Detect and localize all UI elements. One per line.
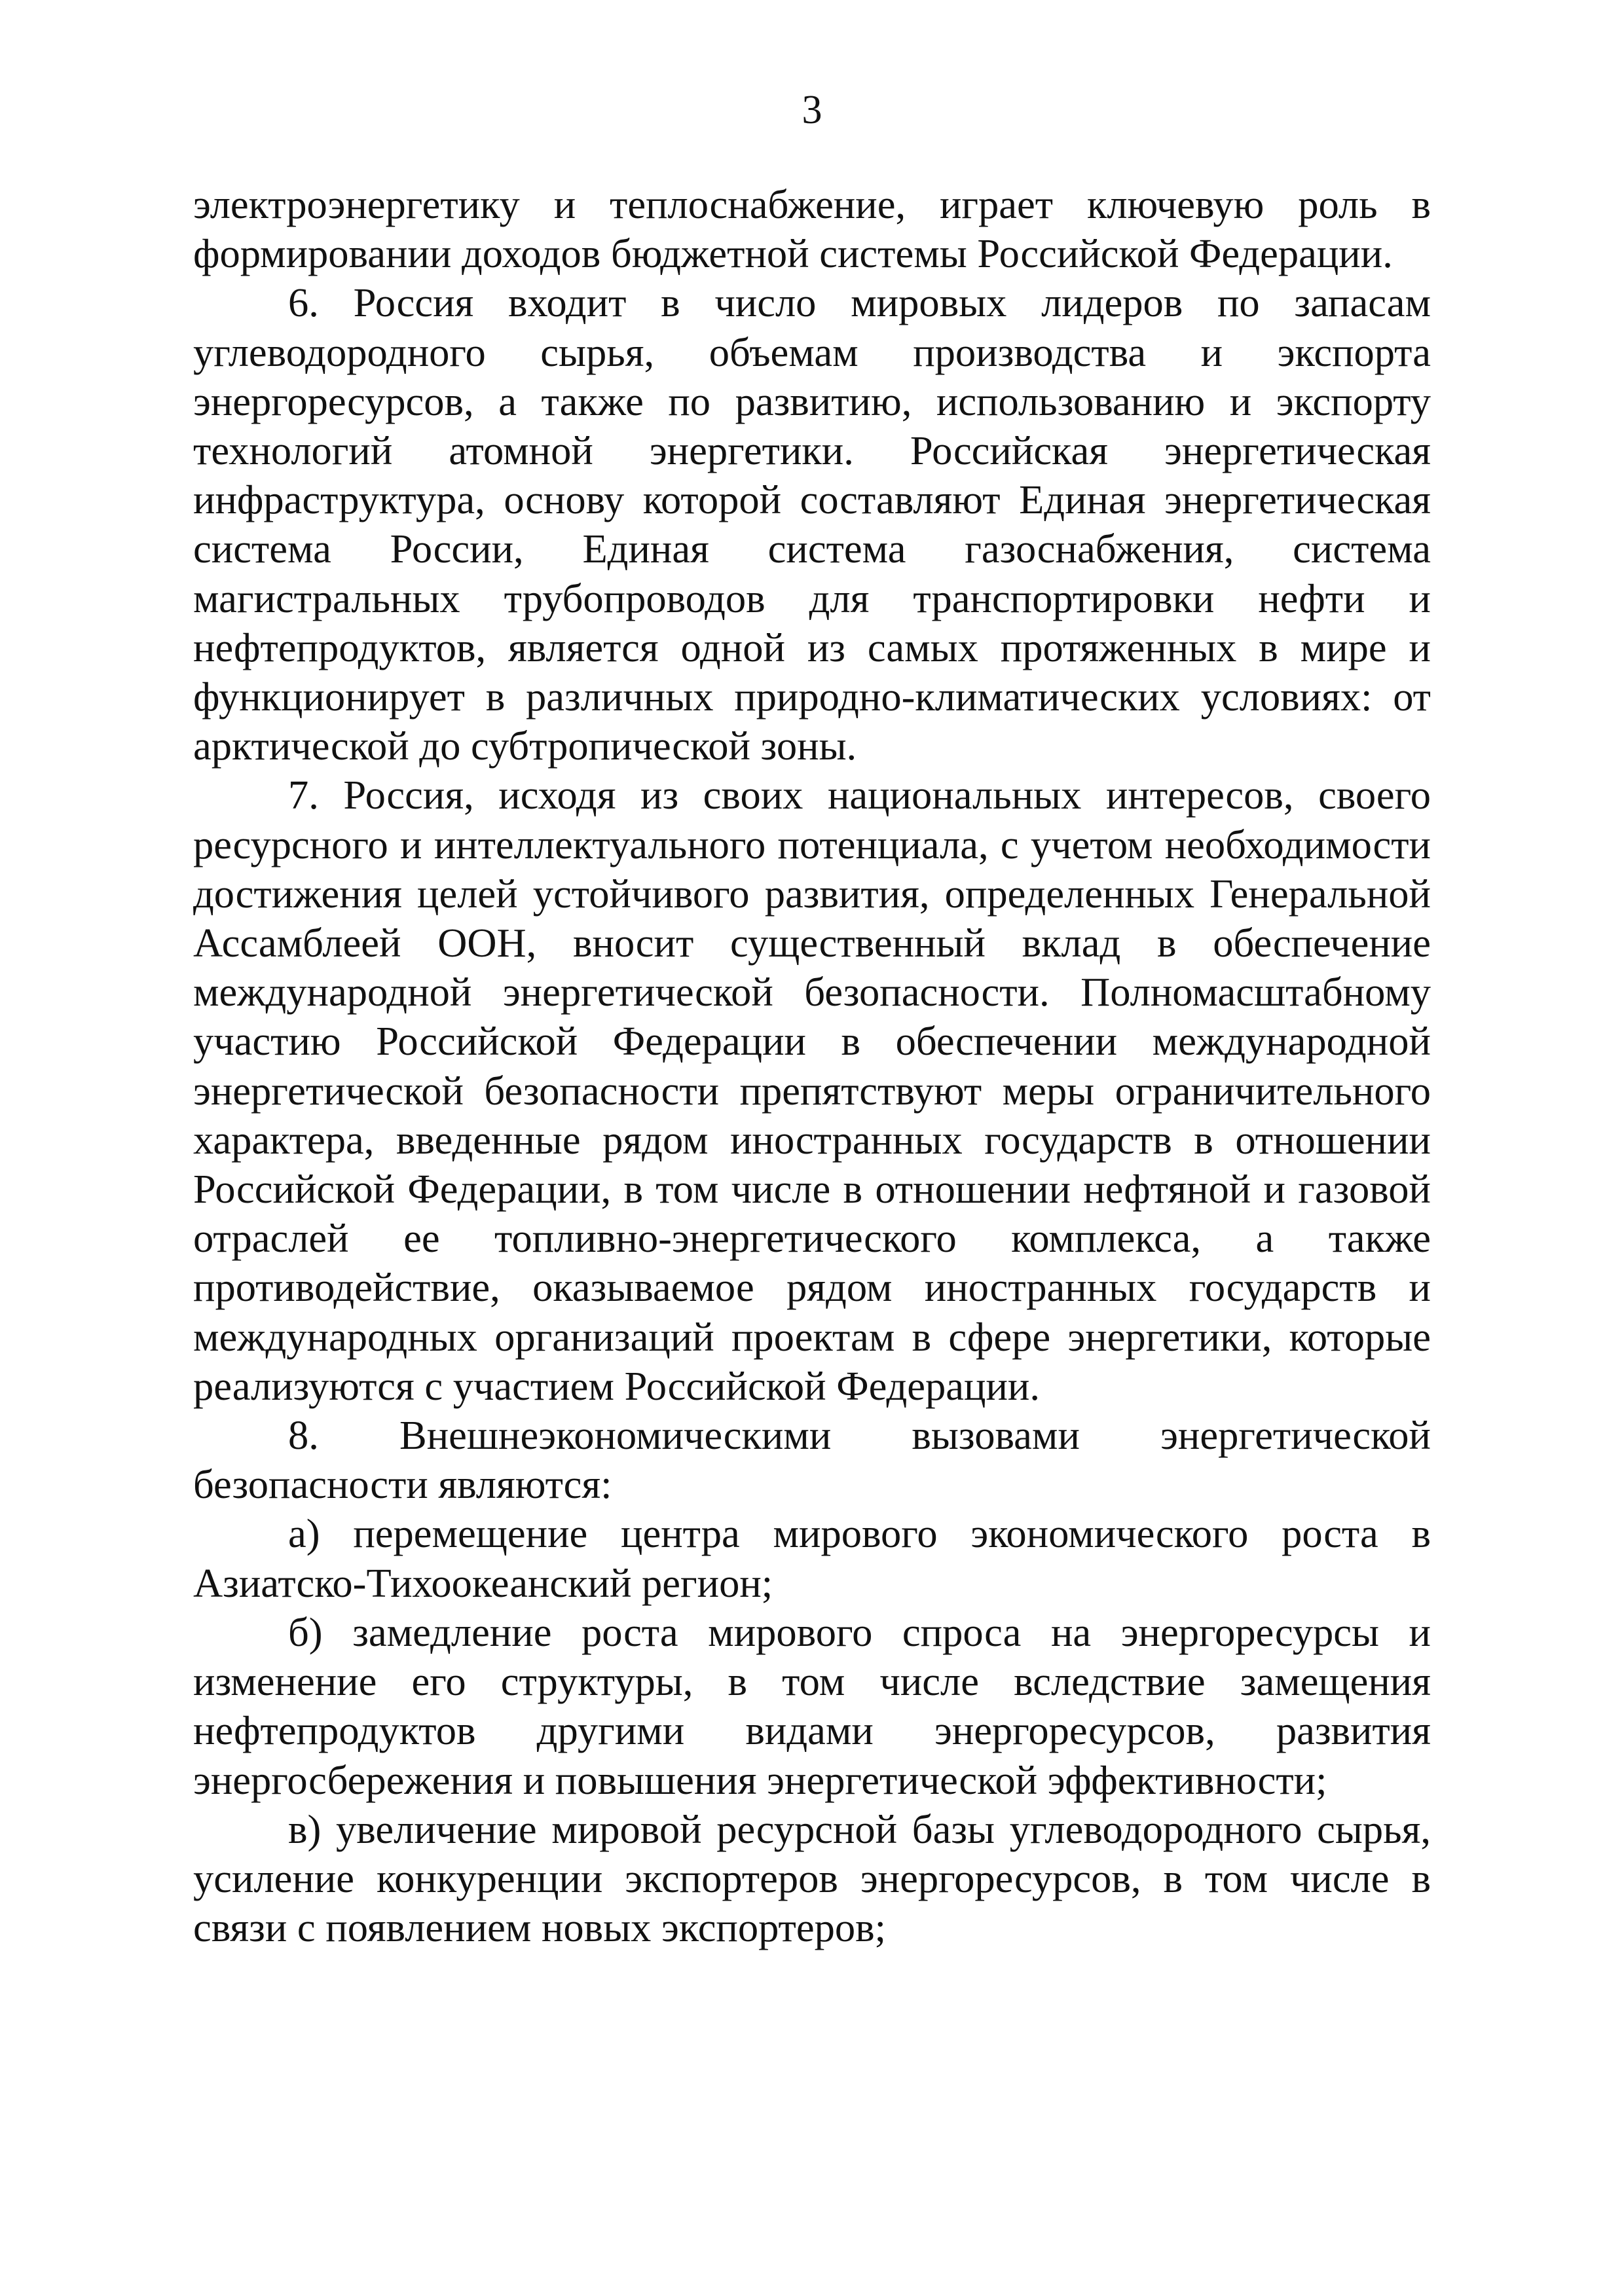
page-number: 3 xyxy=(802,88,822,132)
paragraph-7 xyxy=(193,771,1431,1411)
list-item-v xyxy=(193,1805,1431,1953)
paragraph-text: Россия входит в число мировых лидеров по запасам углеводородного сырья, объемам производства и экспорта энергоресурсов, а также по развитию, использованию и экспорту технологий атомной энергетики. Российская энергетическая инфраструктура, основу которой составляют Единая энергетическая система России, Единая система газоснабжения, система магистральных трубопроводов для транспортировки нефти и нефтепродуктов, является одной из самых протяженных в мире и функционирует в различных природно-климатических условиях: от арктической до субтропической зоны. xyxy=(193,280,1431,769)
list-item-text: увеличение мировой ресурсной базы углеводородного сырья, усиление конкуренции экспортеров энергоресурсов, в том числе в связи с появлением новых экспортеров; xyxy=(193,1806,1431,1951)
paragraph-number: 8. xyxy=(288,1412,319,1459)
paragraph-number: 7. xyxy=(288,772,319,818)
paragraph-text: Внешнеэкономическими вызовами энергетической безопасности являются: xyxy=(193,1412,1431,1508)
list-item-a xyxy=(193,1509,1431,1607)
paragraph-5-continued xyxy=(193,180,1431,278)
paragraph-text: Россия, исходя из своих национальных интересов, своего ресурсного и интеллектуального потенциала, с учетом необходимости достижения целей устойчивого развития, определенных Генеральной Ассамблеей ООН, вносит существенный вклад в обеспечение международной энергетической безопасности. Полномасштабному участию Российской Федерации в обеспечении международной энергетической безопасности препятствуют меры ограничительного характера, введенные рядом иностранных государств в отношении Российской Федерации, в том числе в отношении нефтяной и газовой отраслей ее топливно-энергетического комплекса, а также противодействие, оказываемое рядом иностранных государств и международных организаций проектам в сфере энергетики, которые реализуются с участием Российской Федерации. xyxy=(193,772,1431,1409)
list-item-b xyxy=(193,1608,1431,1805)
paragraph-8 xyxy=(193,1411,1431,1509)
list-item-marker: в) xyxy=(288,1806,322,1852)
list-item-marker: б) xyxy=(288,1609,323,1655)
list-item-text: перемещение центра мирового экономического роста в Азиатско-Тихоокеанский регион; xyxy=(193,1510,1431,1606)
paragraph-number: 6. xyxy=(288,280,319,326)
list-item-marker: а) xyxy=(288,1510,320,1557)
paragraph-text: электроэнергетику и теплоснабжение, играет ключевую роль в формировании доходов бюджетной системы Российской Федерации. xyxy=(193,181,1431,277)
list-item-text: замедление роста мирового спроса на энергоресурсы и изменение его структуры, в том числе вследствие замещения нефтепродуктов другими видами энергоресурсов, развития энергосбережения и повышения энергетической эффективности; xyxy=(193,1609,1431,1803)
document-body xyxy=(193,180,1431,1952)
paragraph-6 xyxy=(193,278,1431,771)
